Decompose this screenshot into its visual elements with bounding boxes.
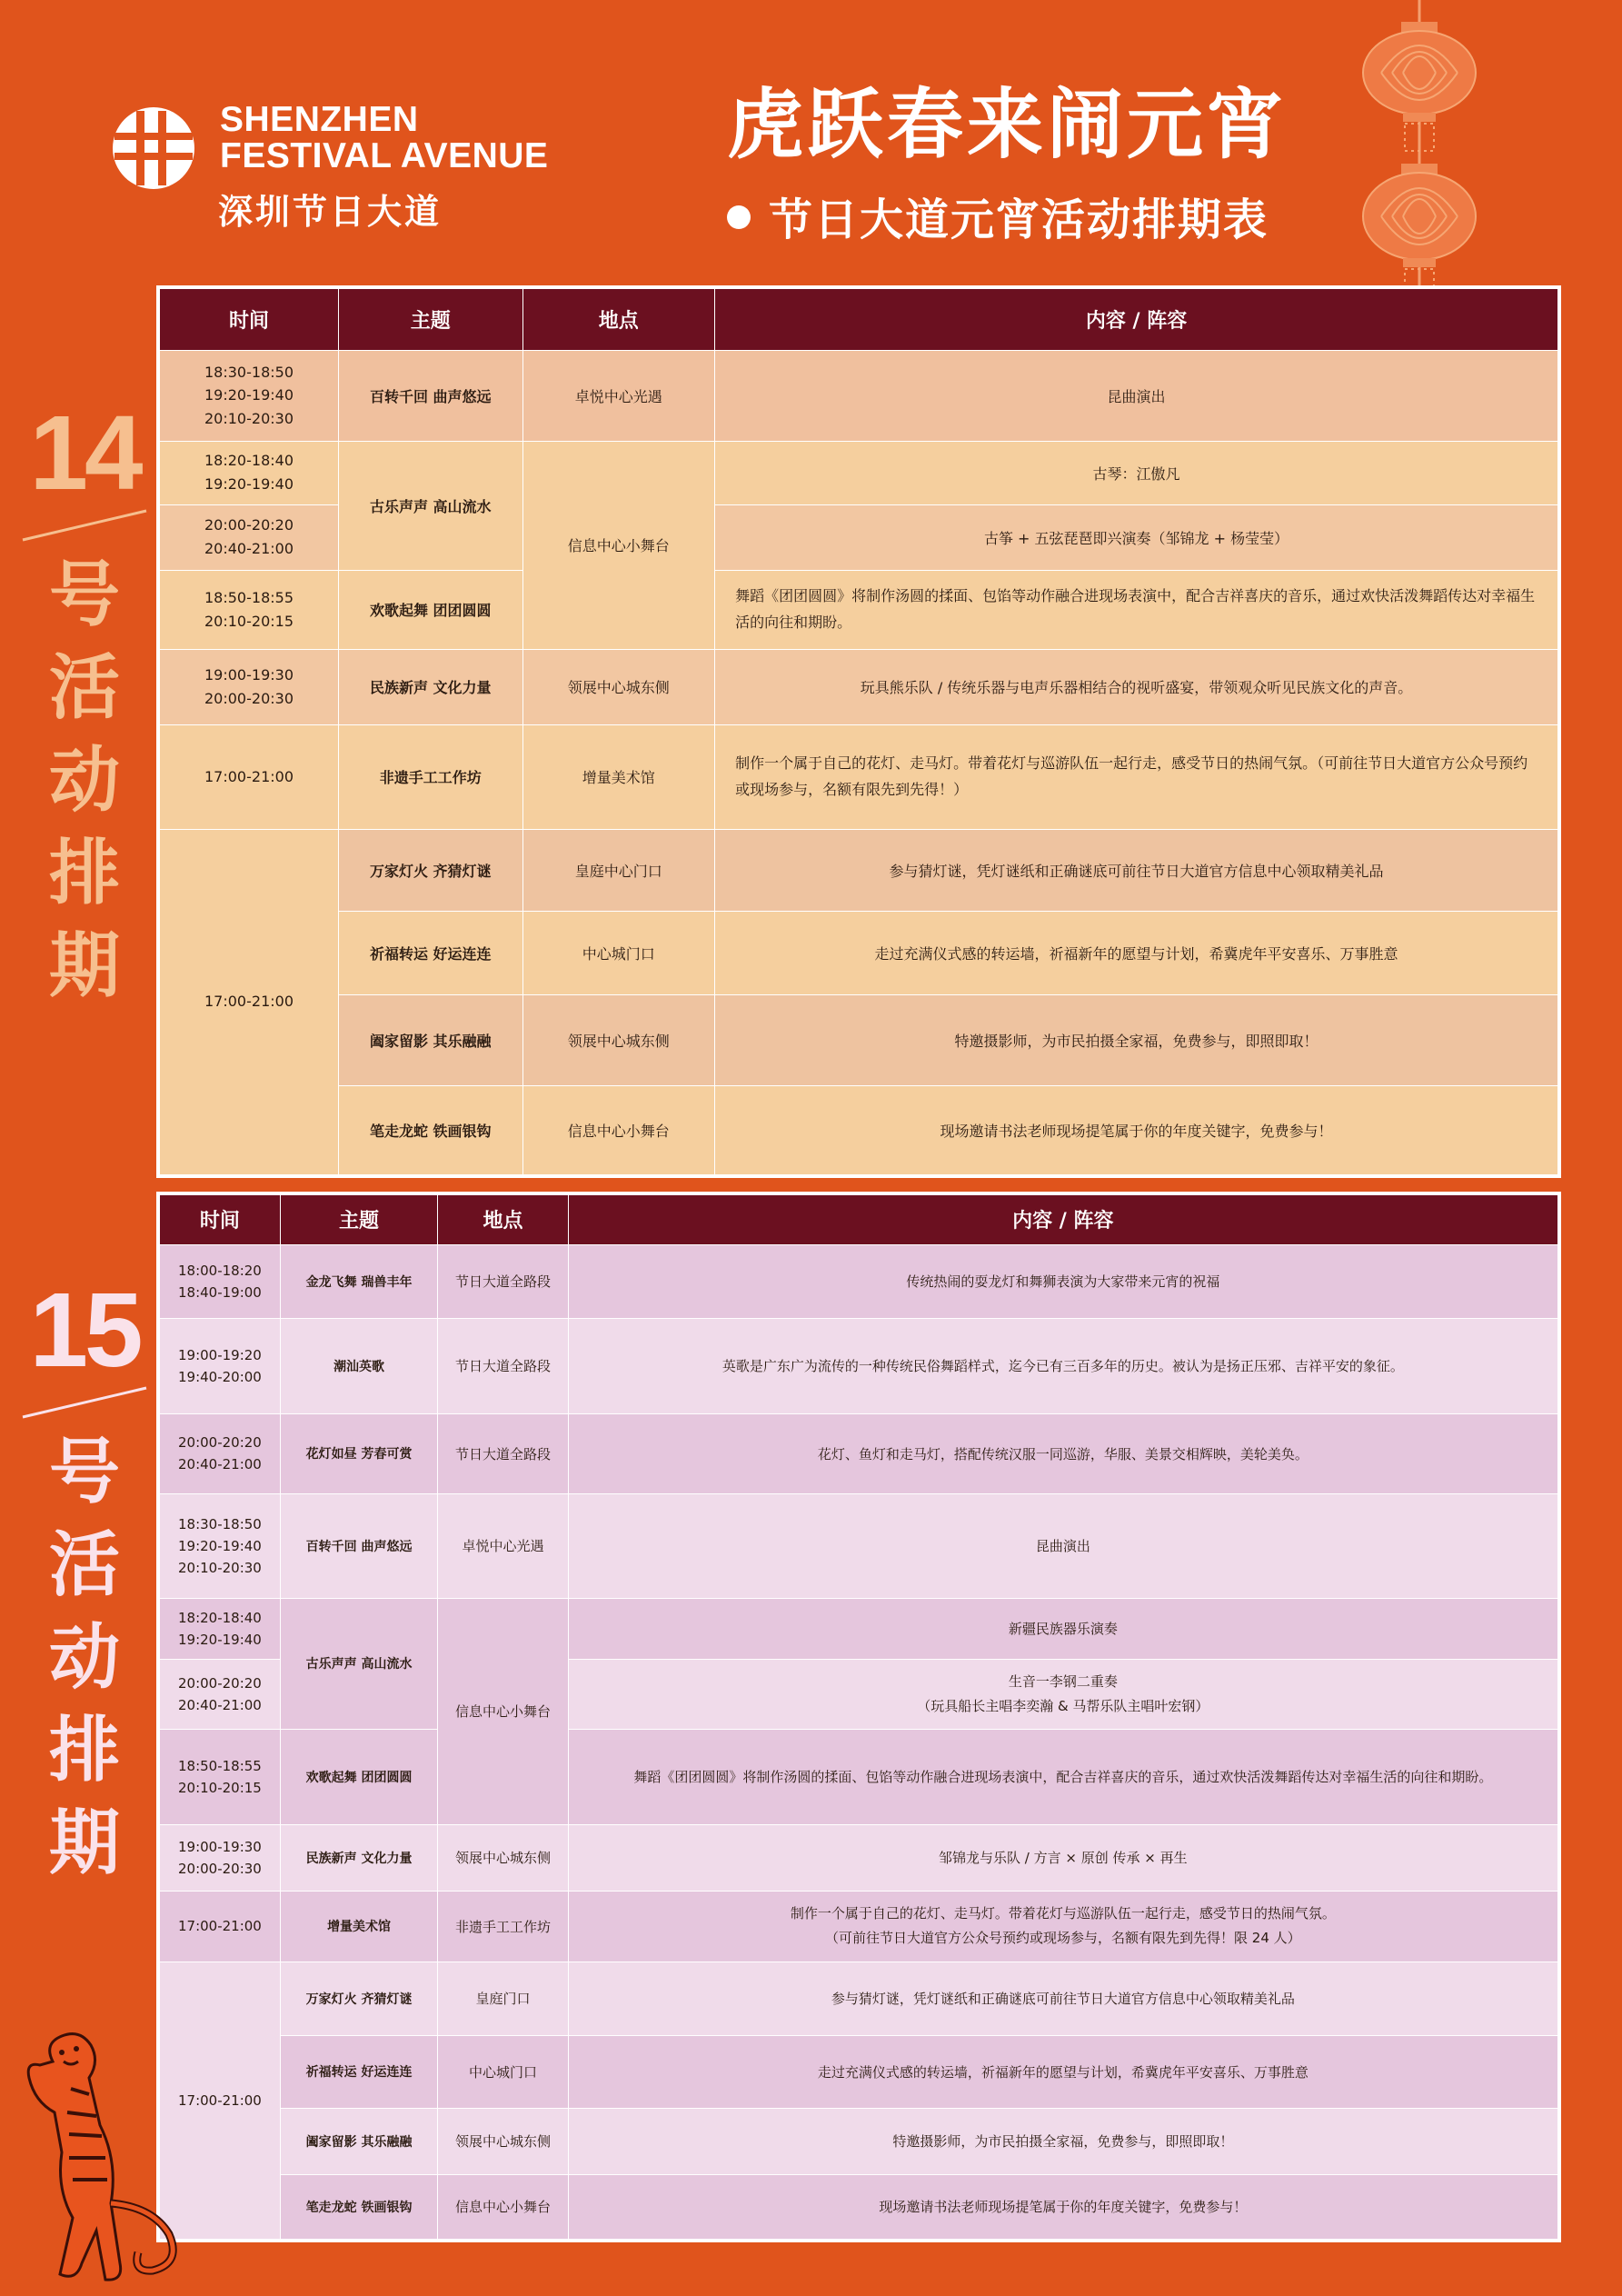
time-cell: 18:20-18:40 19:20-19:40 xyxy=(158,441,339,504)
location-cell: 卓悦中心光遇 xyxy=(522,350,715,441)
theme-cell: 阖家留影 其乐融融 xyxy=(339,994,523,1085)
content-cell: 现场邀请书法老师现场提笔属于你的年度关键字，免费参与！ xyxy=(568,2174,1559,2241)
table-row xyxy=(158,2174,1559,2241)
content-cell: 制作一个属于自己的花灯、走马灯。带着花灯与巡游队伍一起行走，感受节日的热闹气氛。（可前往节日大道官方公众号预约或现场参与，名额有限先到先得！） xyxy=(715,724,1559,829)
lanterns-icon xyxy=(1345,0,1490,291)
time-cell: 20:00-20:20 20:40-21:00 xyxy=(158,1413,280,1493)
location-cell: 节日大道全路段 xyxy=(438,1318,568,1413)
time-cell: 17:00-21:00 xyxy=(158,724,339,829)
header-time: 时间 xyxy=(158,1193,280,1244)
slash-divider-icon xyxy=(21,509,148,542)
table-row xyxy=(158,2035,1559,2108)
theme-cell: 民族新声 文化力量 xyxy=(280,1824,437,1891)
bullet-dot-icon xyxy=(727,205,751,229)
table-row xyxy=(158,1824,1559,1891)
theme-cell: 欢歌起舞 团团圆圆 xyxy=(339,570,523,649)
content-cell: 特邀摄影师，为市民拍摄全家福，免费参与，即照即取！ xyxy=(715,994,1559,1085)
day14-schedule-table xyxy=(156,285,1561,1178)
content-cell: 昆曲演出 xyxy=(715,350,1559,441)
content-cell: 英歌是广东广为流传的一种传统民俗舞蹈样式，迄今已有三百多年的历史。被认为是扬正压邪、吉祥平安的象征。 xyxy=(568,1318,1559,1413)
time-cell: 18:50-18:55 20:10-20:15 xyxy=(158,1729,280,1824)
day15-label-char: 号 xyxy=(48,1431,120,1513)
day15-label-char: 排 xyxy=(48,1709,120,1792)
time-cell: 19:00-19:20 19:40-20:00 xyxy=(158,1318,280,1413)
location-cell: 卓悦中心光遇 xyxy=(438,1493,568,1598)
day15-label-char: 活 xyxy=(48,1523,120,1606)
day14-vertical-label xyxy=(16,549,153,1013)
location-cell: 中心城门口 xyxy=(438,2035,568,2108)
brand-name-en-line1: SHENZHEN xyxy=(220,100,419,139)
table-row xyxy=(158,1085,1559,1176)
location-cell: 领展中心城东侧 xyxy=(522,649,715,724)
location-cell: 皇庭中心门口 xyxy=(522,829,715,911)
content-cell: 参与猜灯谜，凭灯谜纸和正确谜底可前往节日大道官方信息中心领取精美礼品 xyxy=(568,1962,1559,2035)
theme-cell: 祈福转运 好运连连 xyxy=(280,2035,437,2108)
theme-cell: 古乐声声 高山流水 xyxy=(280,1598,437,1729)
theme-cell: 花灯如昼 芳春可赏 xyxy=(280,1413,437,1493)
slash-divider-icon xyxy=(21,1386,148,1419)
festival-avenue-logo-icon xyxy=(111,105,196,191)
theme-cell: 古乐声声 高山流水 xyxy=(339,441,523,570)
content-cell: 新疆民族器乐演奏 xyxy=(568,1598,1559,1659)
day15-vertical-label xyxy=(16,1426,153,1890)
theme-cell: 民族新声 文化力量 xyxy=(339,649,523,724)
time-cell: 18:00-18:20 18:40-19:00 xyxy=(158,1244,280,1318)
table-row xyxy=(158,1598,1559,1659)
content-cell: 传统热闹的耍龙灯和舞狮表演为大家带来元宵的祝福 xyxy=(568,1244,1559,1318)
header-location: 地点 xyxy=(438,1193,568,1244)
page-subtitle-text: 节日大道元宵活动排期表 xyxy=(769,195,1269,245)
table-row xyxy=(158,1891,1559,1962)
content-cell: 邹锦龙与乐队 / 方言 × 原创 传承 × 再生 xyxy=(568,1824,1559,1891)
time-cell: 18:20-18:40 19:20-19:40 xyxy=(158,1598,280,1659)
table-row xyxy=(158,1962,1559,2035)
day15-label-char: 动 xyxy=(48,1616,120,1699)
table-row xyxy=(158,649,1559,724)
page-subtitle xyxy=(727,185,1269,247)
day14-number: 14 xyxy=(29,394,140,512)
location-cell: 中心城门口 xyxy=(522,911,715,994)
theme-cell: 欢歌起舞 团团圆圆 xyxy=(280,1729,437,1824)
time-cell: 18:30-18:50 19:20-19:40 20:10-20:30 xyxy=(158,1493,280,1598)
day15-number: 15 xyxy=(29,1271,140,1389)
location-cell: 非遗手工工作坊 xyxy=(438,1891,568,1962)
content-cell: 昆曲演出 xyxy=(568,1493,1559,1598)
content-cell: 走过充满仪式感的转运墙，祈福新年的愿望与计划，希冀虎年平安喜乐、万事胜意 xyxy=(715,911,1559,994)
time-cell: 19:00-19:30 20:00-20:30 xyxy=(158,1824,280,1891)
header-location: 地点 xyxy=(522,287,715,350)
time-cell: 17:00-21:00 xyxy=(158,1962,280,2241)
location-cell: 领展中心城东侧 xyxy=(438,2108,568,2174)
table-row xyxy=(158,1729,1559,1824)
header-time: 时间 xyxy=(158,287,339,350)
theme-cell: 百转千回 曲声悠远 xyxy=(280,1493,437,1598)
table-row xyxy=(158,350,1559,441)
theme-cell: 增量美术馆 xyxy=(280,1891,437,1962)
content-cell: 舞蹈《团团圆圆》将制作汤圆的揉面、包馅等动作融合进现场表演中，配合吉祥喜庆的音乐，通过欢快活泼舞蹈传达对幸福生活的向往和期盼。 xyxy=(568,1729,1559,1824)
table-row xyxy=(158,1318,1559,1413)
table-row xyxy=(158,994,1559,1085)
location-cell: 增量美术馆 xyxy=(522,724,715,829)
time-cell: 18:50-18:55 20:10-20:15 xyxy=(158,570,339,649)
location-cell: 信息中心小舞台 xyxy=(438,1598,568,1824)
theme-cell: 潮汕英歌 xyxy=(280,1318,437,1413)
location-cell: 信息中心小舞台 xyxy=(522,441,715,649)
theme-cell: 万家灯火 齐猜灯谜 xyxy=(339,829,523,911)
location-cell: 节日大道全路段 xyxy=(438,1244,568,1318)
content-cell: 参与猜灯谜，凭灯谜纸和正确谜底可前往节日大道官方信息中心领取精美礼品 xyxy=(715,829,1559,911)
content-cell: 特邀摄影师，为市民拍摄全家福，免费参与，即照即取！ xyxy=(568,2108,1559,2174)
time-cell: 18:30-18:50 19:20-19:40 20:10-20:30 xyxy=(158,350,339,441)
tiger-illustration-icon xyxy=(16,2025,189,2289)
content-cell: 古琴：江傲凡 xyxy=(715,441,1559,504)
day14-side-label xyxy=(16,394,153,1013)
location-cell: 信息中心小舞台 xyxy=(438,2174,568,2241)
content-cell: 走过充满仪式感的转运墙，祈福新年的愿望与计划，希冀虎年平安喜乐、万事胜意 xyxy=(568,2035,1559,2108)
theme-cell: 非遗手工工作坊 xyxy=(339,724,523,829)
content-cell: 生音一李钢二重奏 （玩具船长主唱李奕瀚 & 马帮乐队主唱叶宏钢） xyxy=(568,1659,1559,1729)
table-row xyxy=(158,1244,1559,1318)
time-cell: 20:00-20:20 20:40-21:00 xyxy=(158,1659,280,1729)
header-content: 内容 / 阵容 xyxy=(715,287,1559,350)
day15-schedule-table xyxy=(156,1192,1561,2242)
table-row xyxy=(158,441,1559,504)
table-row xyxy=(158,1493,1559,1598)
location-cell: 节日大道全路段 xyxy=(438,1413,568,1493)
day15-label-char: 期 xyxy=(48,1802,120,1884)
content-cell: 玩具熊乐队 / 传统乐器与电声乐器相结合的视听盛宴，带领观众听见民族文化的声音。 xyxy=(715,649,1559,724)
page-title: 虎跃春来闹元宵 xyxy=(727,79,1288,169)
location-cell: 领展中心城东侧 xyxy=(522,994,715,1085)
theme-cell: 祈福转运 好运连连 xyxy=(339,911,523,994)
brand-name-cn: 深圳节日大道 xyxy=(218,192,443,232)
day14-label-char: 期 xyxy=(48,924,120,1007)
day14-label-char: 活 xyxy=(48,646,120,729)
theme-cell: 百转千回 曲声悠远 xyxy=(339,350,523,441)
day14-label-char: 号 xyxy=(48,554,120,636)
content-cell: 制作一个属于自己的花灯、走马灯。带着花灯与巡游队伍一起行走，感受节日的热闹气氛。 （可前往节日大道官方公众号预约或现场参与，名额有限先到先得！限 24 人） xyxy=(568,1891,1559,1962)
content-cell: 舞蹈《团团圆圆》将制作汤圆的揉面、包馅等动作融合进现场表演中，配合吉祥喜庆的音乐，通过欢快活泼舞蹈传达对幸福生活的向往和期盼。 xyxy=(715,570,1559,649)
table-row xyxy=(158,570,1559,649)
theme-cell: 笔走龙蛇 铁画银钩 xyxy=(280,2174,437,2241)
theme-cell: 万家灯火 齐猜灯谜 xyxy=(280,1962,437,2035)
theme-cell: 笔走龙蛇 铁画银钩 xyxy=(339,1085,523,1176)
table-row xyxy=(158,829,1559,911)
day14-label-char: 动 xyxy=(48,739,120,822)
table-row xyxy=(158,911,1559,994)
location-cell: 信息中心小舞台 xyxy=(522,1085,715,1176)
day15-side-label xyxy=(16,1271,153,1890)
brand-name-en-line2: FESTIVAL AVENUE xyxy=(220,136,549,175)
table-row xyxy=(158,2108,1559,2174)
location-cell: 领展中心城东侧 xyxy=(438,1824,568,1891)
time-cell: 17:00-21:00 xyxy=(158,829,339,1176)
table-header-row xyxy=(158,1193,1559,1244)
content-cell: 花灯、鱼灯和走马灯，搭配传统汉服一同巡游，华服、美景交相辉映，美轮美奂。 xyxy=(568,1413,1559,1493)
theme-cell: 阖家留影 其乐融融 xyxy=(280,2108,437,2174)
time-cell: 17:00-21:00 xyxy=(158,1891,280,1962)
theme-cell: 金龙飞舞 瑞兽丰年 xyxy=(280,1244,437,1318)
time-cell: 19:00-19:30 20:00-20:30 xyxy=(158,649,339,724)
content-cell: 古筝 + 五弦琵琶即兴演奏（邹锦龙 + 杨莹莹） xyxy=(715,504,1559,570)
content-cell: 现场邀请书法老师现场提笔属于你的年度关键字，免费参与！ xyxy=(715,1085,1559,1176)
table-row xyxy=(158,724,1559,829)
time-cell: 20:00-20:20 20:40-21:00 xyxy=(158,504,339,570)
header-theme: 主题 xyxy=(280,1193,437,1244)
header-theme: 主题 xyxy=(339,287,523,350)
table-header-row xyxy=(158,287,1559,350)
location-cell: 皇庭门口 xyxy=(438,1962,568,2035)
table-row xyxy=(158,1413,1559,1493)
day14-label-char: 排 xyxy=(48,832,120,914)
header-content: 内容 / 阵容 xyxy=(568,1193,1559,1244)
